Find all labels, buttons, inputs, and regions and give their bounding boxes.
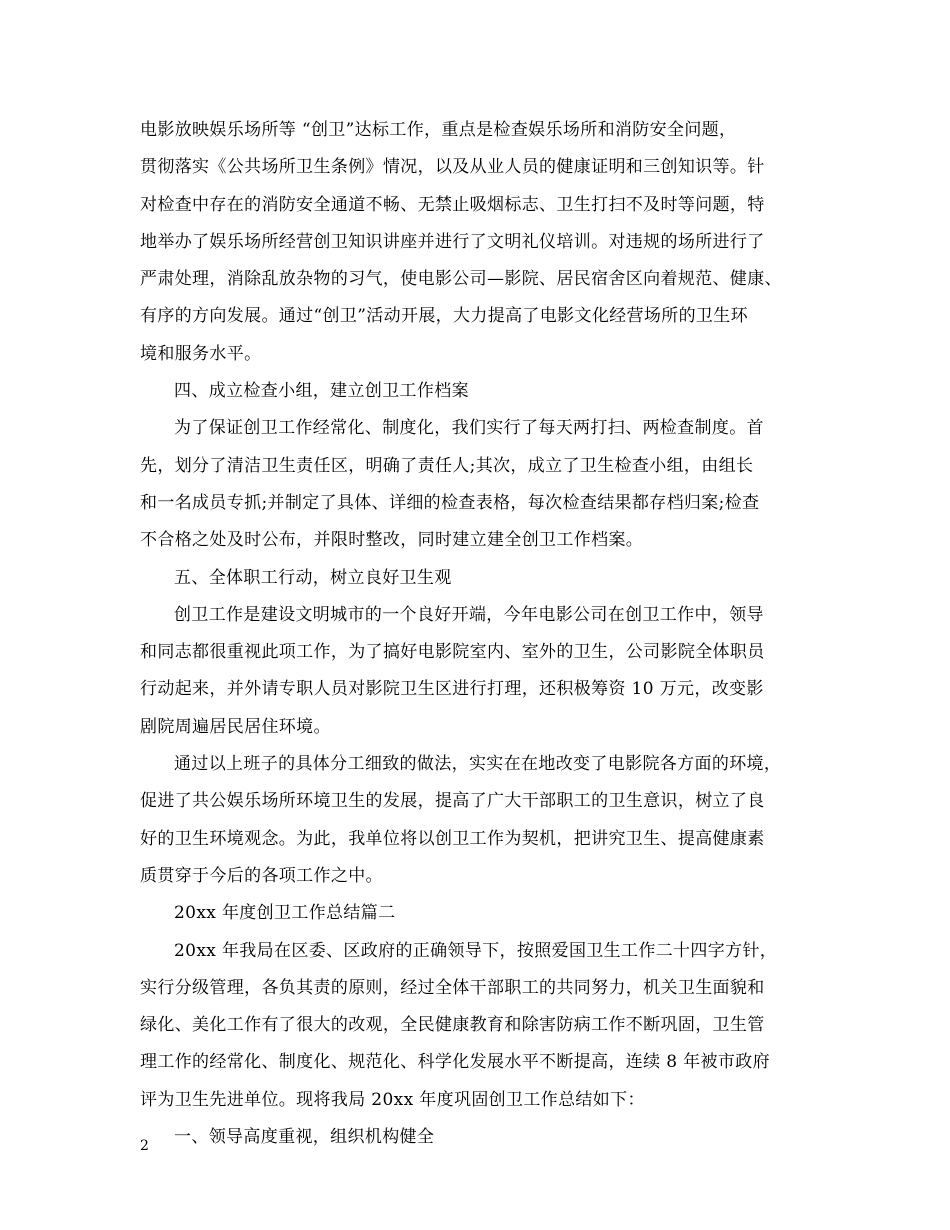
section-heading: 一、领导高度重视，组织机构健全 [174,1127,435,1148]
paragraph-line: 促进了共公娱乐场所环境卫生的发展，提高了广大干部职工的卫生意识，树立了良 [140,791,765,812]
paragraph-line: 绿化、美化工作有了很大的改观，全民健康教育和除害防病工作不断巩固，卫生管 [140,1015,765,1036]
paragraph-line: 好的卫生环境观念。为此，我单位将以创卫工作为契机，把讲究卫生、提高健康素 [140,828,765,849]
paragraph-line: 不合格之处及时公布，并限时整改，同时建立建全创卫工作档案。 [140,530,644,551]
paragraph-line: 实行分级管理，各负其责的原则，经过全体干部职工的共同努力，机关卫生面貌和 [140,977,765,998]
paragraph-line: 20xx 年我局在区委、区政府的正确领导下，按照爱国卫生工作二十四字方针， [174,940,778,961]
paragraph-line: 有序的方向发展。通过“创卫”活动开展，大力提高了电影文化经营场所的卫生环 [140,306,748,327]
paragraph-line: 境和服务水平。 [140,343,262,364]
article-title: 20xx 年度创卫工作总结篇二 [174,903,396,924]
paragraph-line: 先，划分了清洁卫生责任区，明确了责任人;其次，成立了卫生检查小组，由组长 [140,455,754,476]
page-number: 2 [140,1138,149,1154]
section-heading: 五、全体职工行动，树立良好卫生观 [174,567,452,588]
paragraph-line: 行动起来，并外请专职人员对影院卫生区进行打理，还积极筹资 10 万元，改变影 [140,679,764,700]
paragraph-line: 剧院周遍居民居住环境。 [140,716,331,737]
section-heading: 四、成立检查小组，建立创卫工作档案 [174,381,469,402]
paragraph-line: 和一名成员专抓;并制定了具体、详细的检查表格，每次检查结果都存档归案;检查 [140,492,760,513]
paragraph-line: 质贯穿于今后的各项工作之中。 [140,865,383,886]
paragraph-line: 对检查中存在的消防安全通道不畅、无禁止吸烟标志、卫生打扫不及时等问题，特 [140,194,765,215]
paragraph-line: 通过以上班子的具体分工细致的做法，实实在在地改变了电影院各方面的环境， [174,754,782,775]
paragraph-line: 严肃处理，消除乱放杂物的习气，使电影公司—影院、居民宿舍区向着规范、健康、 [140,269,782,290]
paragraph-line: 为了保证创卫工作经常化、制度化，我们实行了每天两打扫、两检查制度。首 [174,418,764,439]
document-body [140,112,825,1156]
paragraph-line: 和同志都很重视此项工作，为了搞好电影院室内、室外的卫生，公司影院全体职员 [140,642,765,663]
paragraph-line: 贯彻落实《公共场所卫生条例》情况，以及从业人员的健康证明和三创知识等。针 [140,157,765,178]
paragraph-line: 地举办了娱乐场所经营创卫知识讲座并进行了文明礼仪培训。对违规的场所进行了 [140,231,765,252]
paragraph-line: 评为卫生先进单位。现将我局 20xx 年度巩固创卫工作总结如下： [140,1089,645,1110]
paragraph-line: 理工作的经常化、制度化、规范化、科学化发展水平不断提高，连续 8 年被市政府 [140,1052,770,1073]
paragraph-line: 创卫工作是建设文明城市的一个良好开端，今年电影公司在创卫工作中，领导 [174,604,764,625]
paragraph-line: 电影放映娱乐场所等 “创卫”达标工作，重点是检查娱乐场所和消防安全问题， [140,120,737,140]
